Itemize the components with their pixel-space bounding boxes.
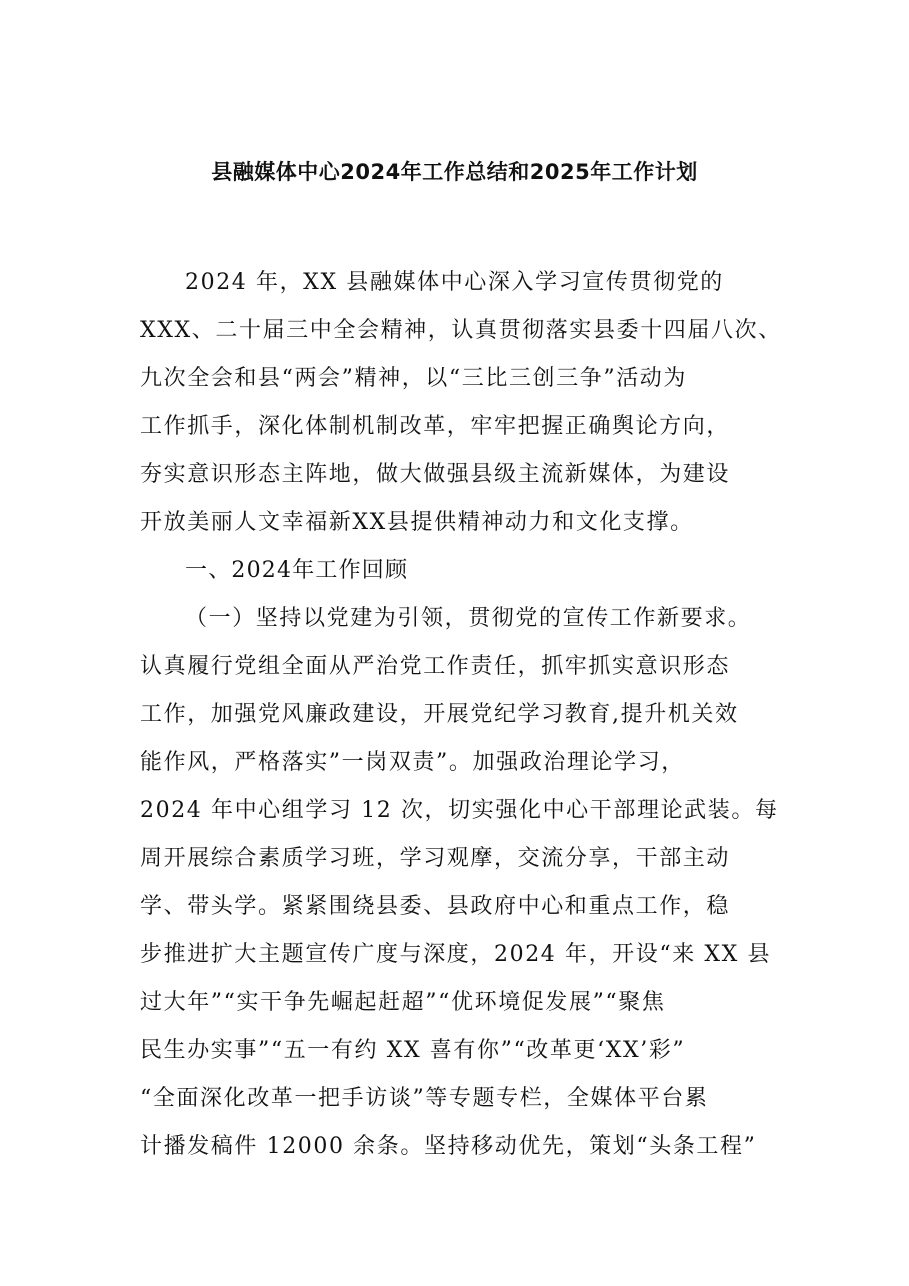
intro-line-6: 开放美丽人文幸福新XX县提供精神动力和文化支撑。 [140, 510, 694, 535]
section1-line-12: 计播发稿件 12000 余条。坚持移动优先，策划“头条工程” [140, 1134, 757, 1159]
section1-line-4: 能作风，严格落实”一岗双责”。加强政治理论学习， [140, 750, 685, 775]
section1-line-3: 工作，加强党风廉政建设，开展党纪学习教育,提升机关效 [140, 702, 739, 727]
section1-line-8: 步推进扩大主题宣传广度与深度，2024 年，开设“来 XX 县 [140, 942, 772, 967]
section1-line-11: “全面深化改革一把手访谈”等专题专栏，全媒体平台累 [140, 1086, 709, 1111]
section1-line-2: 认真履行党组全面从严治党工作责任，抓牢抓实意识形态 [140, 654, 731, 679]
intro-line-3: 九次全会和县“两会”精神，以“三比三创三争”活动为 [140, 366, 687, 391]
section1-line-1: （一）坚持以党建为引领，贯彻党的宣传工作新要求。 [185, 606, 752, 631]
section1-line-10: 民生办实事”“五一有约 XX 喜有你”“改革更‘XX’彩” [140, 1038, 686, 1063]
section1-line-6: 周开展综合素质学习班，学习观摩，交流分享，干部主动 [140, 846, 731, 871]
intro-line-5: 夯实意识形态主阵地，做大做强县级主流新媒体，为建设 [140, 462, 731, 487]
section-heading: 一、2024年工作回顾 [185, 558, 409, 583]
section1-line-7: 学、带头学。紧紧围绕县委、县政府中心和重点工作，稳 [140, 894, 731, 919]
intro-line-1: 2024 年，XX 县融媒体中心深入学习宣传贯彻党的 [185, 270, 724, 295]
section1-line-5: 2024 年中心组学习 12 次，切实强化中心干部理论武装。每 [140, 798, 779, 823]
section1-line-9: 过大年”“实干争先崛起赶超”“优环境促发展”“聚焦 [140, 990, 666, 1015]
document-title: 县融媒体中心2024年工作总结和2025年工作计划 [211, 160, 698, 184]
intro-line-2: XXX、二十届三中全会精神，认真贯彻落实县委十四届八次、 [140, 318, 782, 343]
intro-line-4: 工作抓手，深化体制机制改革，牢牢把握正确舆论方向， [140, 414, 731, 439]
